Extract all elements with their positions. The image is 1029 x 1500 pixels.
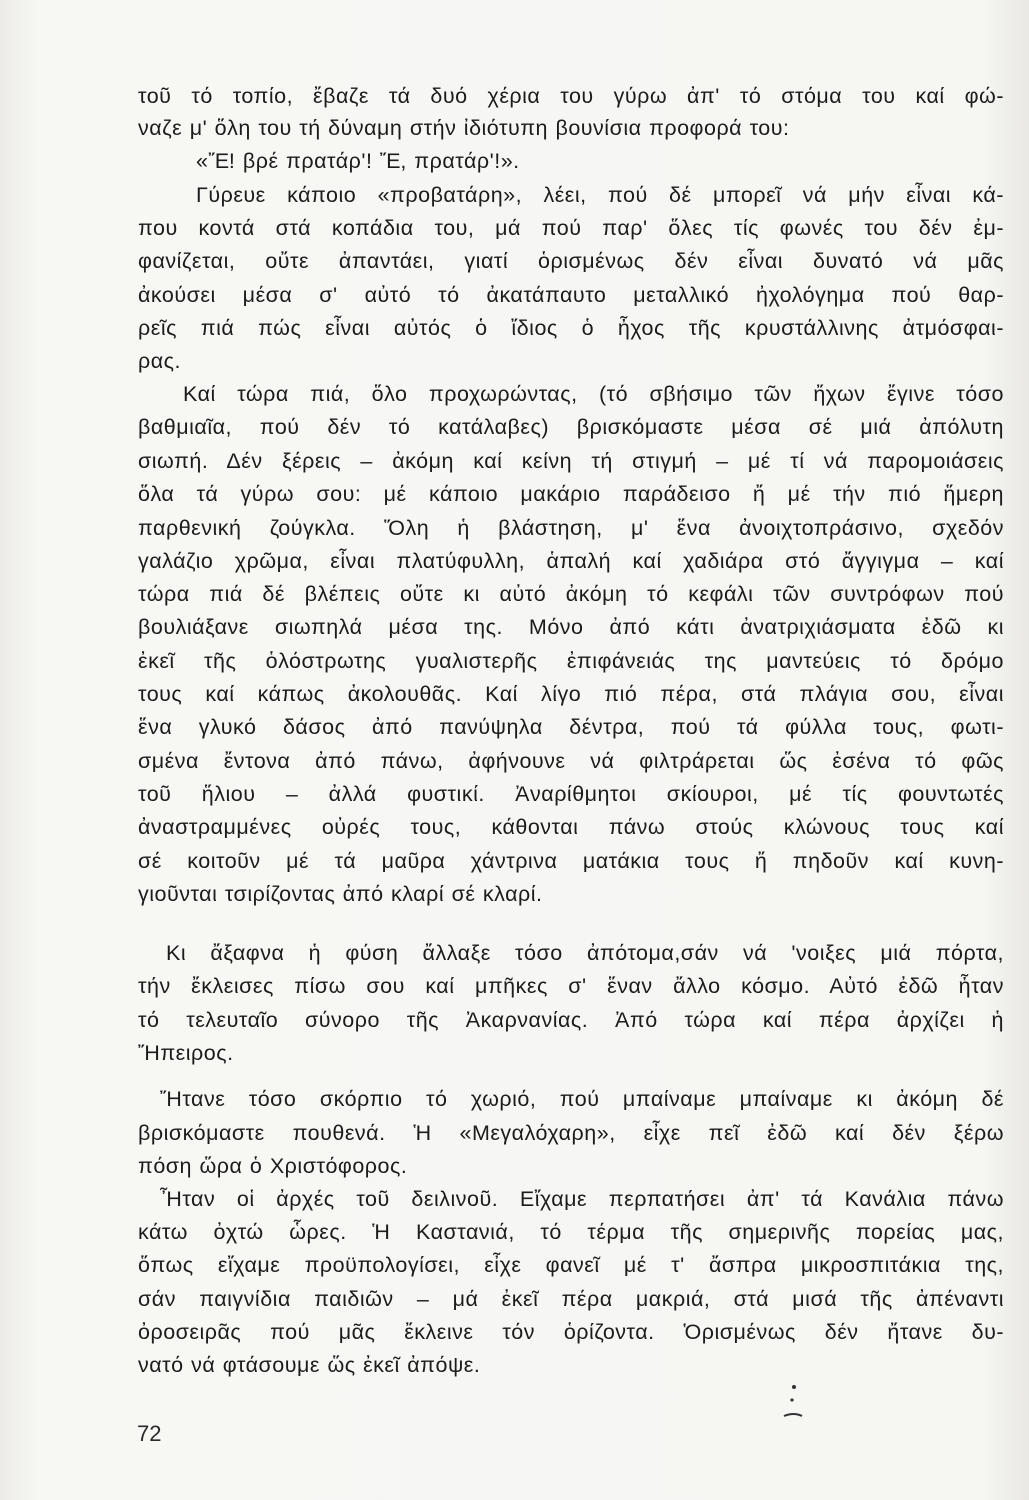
text-line: που κοντά στά κοπάδια του, μά πού παρ' ὅλες τίς φωνές του δέν ἐμ- — [138, 216, 1004, 240]
text-line: τοῦ τό τοπίο, ἔβαζε τά δυό χέρια του γύρω ἀπ' τό στόμα του καί φώ- — [138, 84, 1004, 108]
text-line: ἐκεῖ τῆς ὁλόστρωτης γυαλιστερῆς ἐπιφάνειάς της μαντεύεις τό δρόμο — [138, 649, 1004, 673]
text-line: γαλάζιο χρῶμα, εἶναι πλατύφυλλη, ἁπαλή καί χαδιάρα στό ἄγγιγμα – καί — [138, 549, 1004, 573]
text-line: νατό νά φτάσουμε ὥς ἐκεῖ ἀπόψε. — [138, 1353, 481, 1377]
text-line: Καί τώρα πιά, ὅλο προχωρώντας, (τό σβήσιμο τῶν ἤχων ἔγινε τόσο — [183, 382, 1004, 406]
text-line: βουλιάξανε σιωπηλά μέσα της. Μόνο ἀπό κάτι ἀνατριχιάσματα ἐδῶ κι — [138, 615, 1004, 639]
text-line: γιοῦνται τσιρίζοντας ἀπό κλαρί σέ κλαρί. — [138, 882, 543, 906]
text-line: ὀροσειρᾶς πού μᾶς ἔκλεινε τόν ὁρίζοντα. Ὁρισμένως δέν ἤτανε δυ- — [138, 1320, 1004, 1344]
text-line: σάν παιγνίδια παιδιῶν – μά ἐκεῖ πέρα μακριά, στά μισά τῆς ἀπέναντι — [138, 1287, 1004, 1311]
text-line: βρισκόμαστε πουθενά. Ἡ «Μεγαλόχαρη», εἶχε πεῖ ἐδῶ καί δέν ξέρω — [138, 1121, 1004, 1145]
text-line: σέ κοιτοῦν μέ τά μαῦρα χάντρινα ματάκια τους ἤ πηδοῦν καί κυνη- — [138, 849, 1004, 873]
text-line: τό τελευταῖο σύνορο τῆς Ἀκαρνανίας. Ἀπό τώρα καί πέρα ἀρχίζει ἡ — [138, 1008, 1004, 1032]
text-line: Γύρευε κάποιο «προβατάρη», λέει, πού δέ μπορεῖ νά μήν εἶναι κά- — [196, 183, 1004, 207]
text-line: ἕνα γλυκό δάσος ἀπό πανύψηλα δέντρα, πού τά φύλλα τους, φωτι- — [138, 715, 1004, 739]
page-number: 72 — [137, 1421, 162, 1446]
text-line: παρθενική ζούγκλα. Ὅλη ἡ βλάστηση, μ' ἕνα ἀνοιχτοπράσινο, σχεδόν — [138, 516, 1004, 540]
text-line: πόση ὥρα ὁ Χριστόφορος. — [138, 1154, 408, 1178]
text-line: βαθμιαῖα, πού δέν τό κατάλαβες) βρισκόμαστε μέσα σέ μιά ἀπόλυτη — [138, 415, 1004, 439]
text-line: ἀκούσει μέσα σ' αὐτό τό ἀκατάπαυτο μεταλλικό ἠχολόγημα πού θαρ- — [138, 283, 1004, 307]
text-line: τήν ἔκλεισες πίσω σου καί μπῆκες σ' ἕναν ἄλλο κόσμο. Αὐτό ἐδῶ ἦταν — [138, 974, 1004, 998]
text-line: ἀναστραμμένες οὐρές τους, κάθονται πάνω στούς κλώνους τους καί — [138, 815, 1004, 839]
text-line: «Ἔ! βρέ πρατάρ'! Ἔ, πρατάρ'!». — [196, 149, 520, 173]
text-line: κάτω ὀχτώ ὧρες. Ἡ Καστανιά, τό τέρμα τῆς σημερινῆς πορείας μας, — [138, 1220, 1004, 1244]
text-line: ρας. — [138, 349, 181, 373]
text-line: φανίζεται, οὔτε ἀπαντάει, γιατί ὁρισμένως δέν εἶναι δυνατό νά μᾶς — [138, 249, 1004, 273]
text-line: ὅπως εἴχαμε προϋπολογίσει, εἶχε φανεῖ μέ τ' ἄσπρα μικροσπιτάκια της, — [138, 1253, 1004, 1277]
text-line: τώρα πιά δέ βλέπεις οὔτε κι αὐτό ἀκόμη τό κεφάλι τῶν συντρόφων πού — [138, 582, 1004, 606]
text-line: ὅλα τά γύρω σου: μέ κάποιο μακάριο παράδεισο ἤ μέ τήν πιό ἥμερη — [138, 482, 1004, 506]
text-line: Ἤπειρος. — [138, 1041, 234, 1065]
text-line: ρεῖς πιά πώς εἶναι αὐτός ὁ ἴδιος ὁ ἦχος τῆς κρυστάλλινης ἀτμόσφαι- — [138, 316, 1004, 340]
text-line: σμένα ἔντονα ἀπό πάνω, ἀφήνουνε νά φιλτράρεται ὥς ἐσένα τό φῶς — [138, 749, 1004, 773]
text-line: σιωπή. Δέν ξέρεις – ἀκόμη καί κείνη τή στιγμή – μέ τί νά παρομοιάσεις — [138, 449, 1004, 473]
text-line: Κι ἄξαφνα ἡ φύση ἄλλαξε τόσο ἀπότομα,σάν νά 'νοιξες μιά πόρτα, — [166, 941, 1004, 965]
ink-specks — [770, 1380, 820, 1430]
text-line: τοῦ ἥλιου – ἀλλά φυστικί. Ἀναρίθμητοι σκίουροι, μέ τίς φουντωτές — [138, 782, 1004, 806]
text-line: τους καί κάπως ἀκολουθᾶς. Καί λίγο πιό πέρα, στά πλάγια σου, εἶναι — [138, 682, 1004, 706]
text-line: Ἤτανε τόσο σκόρπιο τό χωριό, πού μπαίναμε μπαίναμε κι ἀκόμη δέ — [160, 1087, 1004, 1111]
text-line: ναζε μ' ὅλη του τή δύναμη στήν ἰδιότυπη βουνίσια προφορά του: — [138, 116, 790, 140]
text-line: Ἦταν οἱ ἀρχές τοῦ δειλινοῦ. Εἴχαμε περπατήσει ἀπ' τά Κανάλια πάνω — [160, 1187, 1004, 1211]
